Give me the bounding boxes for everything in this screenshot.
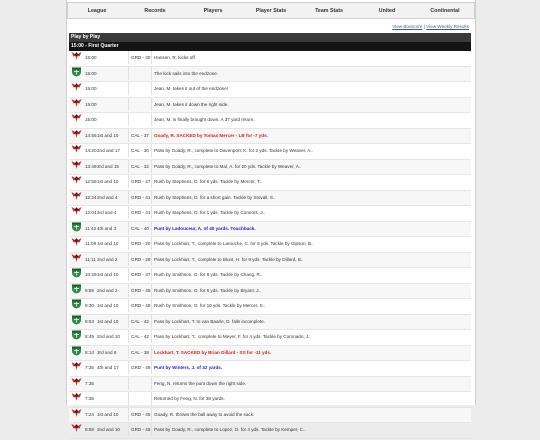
play-field-position: CAL - 38 <box>131 349 149 355</box>
play-down: 1st and 10 <box>97 179 119 184</box>
play-description: Rush by Stephens, D. for 6 yds. Tackle by Mercer, T.. <box>154 179 262 184</box>
play-description: Feng, N. returns the punt down the right side. <box>154 380 247 386</box>
team-bird-logo-icon <box>71 377 82 387</box>
view-boxscore-link[interactable]: View Boxscore <box>392 24 423 29</box>
team-bird-logo-icon <box>71 423 82 433</box>
play-description: Pass by Lockhart, T. to van Baarle, D. falls incomplete. <box>154 318 265 324</box>
view-weekly-results-link[interactable]: View Weekly Results <box>426 24 469 29</box>
play-row <box>69 67 471 83</box>
play-field-position: GRD - 49 <box>131 365 151 370</box>
top-navigation <box>67 2 475 19</box>
play-time: 12:59 <box>85 179 97 184</box>
play-time: 12:04 <box>85 210 97 215</box>
play-description: Pass by Goady, R., complete to Mal, A. for 20 yds. Tackle by Weaver, A.. <box>154 163 302 169</box>
play-down: 4th and 17 <box>97 365 119 370</box>
play-field-position: CAL - 42 <box>131 334 149 339</box>
play-row <box>69 268 471 284</box>
play-down: 3rd and 15 <box>97 163 119 169</box>
play-field-position: CAL - 32 <box>131 163 149 169</box>
play-down: 3rd and 4 <box>97 210 117 215</box>
play-down: 1st and 10 <box>97 318 119 324</box>
play-description: Hansen, R. kicks off. <box>154 55 197 60</box>
play-field-position: CAL - 37 <box>131 132 149 138</box>
play-down: 2nd and 2 <box>97 256 118 262</box>
play-field-position: GRD - 41 <box>131 194 151 200</box>
play-time: 13:49 <box>85 163 97 169</box>
play-description: Jean, M. takes it out of the endzone! <box>154 86 229 91</box>
play-row <box>69 98 471 114</box>
section-header: Play by Play <box>69 33 471 42</box>
team-shield-logo-icon <box>71 268 82 278</box>
play-row <box>69 408 471 424</box>
team-bird-logo-icon <box>71 113 82 123</box>
play-row <box>69 253 471 269</box>
play-time: 15:00 <box>85 70 97 76</box>
team-shield-logo-icon <box>71 330 82 340</box>
play-field-position: GRD - 45 <box>131 411 151 417</box>
play-field-position: GRD - 37 <box>131 272 151 277</box>
play-row <box>69 144 471 160</box>
result-links <box>392 24 469 29</box>
play-down: 2nd and 10 <box>97 427 120 432</box>
play-row <box>69 284 471 300</box>
play-description: Jean, M. is finally brought down. A 37 yard return. <box>154 117 255 122</box>
play-description: Rush by Smithson, O. for 10 yds. Tackle by Mercer, S.. <box>154 303 266 308</box>
play-description: Pass by Lockhart, T., complete to Larouche, C. for 8 yds. Tackle by Gipson, B.. <box>154 241 314 246</box>
play-description: Returned by Feng, N. for 38 yards. <box>154 396 225 401</box>
play-row <box>69 315 471 331</box>
play-down: 4th and 3 <box>97 225 117 231</box>
play-field-position: CAL - 40 <box>131 225 149 231</box>
play-down: 1st and 10 <box>97 303 119 308</box>
link-separator: | <box>423 24 425 29</box>
content-frame <box>66 0 476 432</box>
play-time: 7:35 <box>85 396 94 401</box>
play-description: Pass by Lockhart, T., complete to Meyer, F. for 4 yds. Tackle by Coronado, J.. <box>154 334 311 339</box>
play-down: 1st and 10 <box>97 411 119 417</box>
play-down: 1st and 10 <box>97 272 119 277</box>
play-down: 1st and 10 <box>97 241 119 246</box>
team-bird-logo-icon <box>71 160 82 170</box>
team-bird-logo-icon <box>71 361 82 371</box>
play-down: 2nd and 10 <box>97 334 120 339</box>
play-row <box>69 129 471 145</box>
play-row <box>69 346 471 362</box>
play-time: 14:55 <box>85 132 97 138</box>
play-description: Pass by Goady, R., complete to Lopez, O. for 4 yds. Tackle by Kemper, C.. <box>154 427 306 432</box>
play-description: Rush by Stephens, D. for 1 yds. Tackle by Connors, J.. <box>154 210 266 215</box>
play-description: Pass by Goady, R., complete to Davenport, K. for 2 yds. Tackle by Weaver, A.. <box>154 148 313 153</box>
play-description: Rush by Stephens, D. for a short gain. Tackle by Stovall, S.. <box>154 194 276 200</box>
play-time: 10:29 <box>85 272 97 277</box>
nav-player-stats[interactable]: Player Stats <box>255 7 287 14</box>
team-bird-logo-icon <box>71 82 82 92</box>
play-time: 15:00 <box>85 117 97 122</box>
play-field-position: GRD - 28 <box>131 256 151 262</box>
team-shield-logo-icon <box>71 284 82 294</box>
play-description: Lockhart, T. SACKED by Brian Dillard - SS for -11 yds. <box>154 349 272 355</box>
play-field-position: GRD - 30 <box>131 55 151 60</box>
play-time: 11:11 <box>85 256 96 262</box>
play-field-position: GRD - 41 <box>131 210 151 215</box>
play-row <box>69 206 471 222</box>
play-row <box>69 82 471 98</box>
play-field-position: GRD - 47 <box>131 179 151 184</box>
play-field-position: CAL - 42 <box>131 318 149 324</box>
team-bird-logo-icon <box>71 175 82 185</box>
team-shield-logo-icon <box>71 67 82 77</box>
play-time: 7:35 <box>85 365 94 370</box>
play-time: 15:00 <box>85 55 97 60</box>
play-row <box>69 361 471 377</box>
play-row <box>69 299 471 315</box>
play-row <box>69 222 471 238</box>
play-description: Punt by Ladouceur, A. of 40 yards. Touchback. <box>154 225 256 231</box>
play-time: 8:53 <box>85 318 94 324</box>
play-description: Goady, R. SACKED by Tomas Mercer - LB for -7 yds. <box>154 132 268 138</box>
nav-united[interactable]: United <box>378 7 396 14</box>
play-time: 9:59 <box>85 287 94 293</box>
play-down: 3rd and 6 <box>97 349 117 355</box>
play-time: 11:09 <box>85 241 97 246</box>
nav-team-stats[interactable]: Team Stats <box>315 7 343 14</box>
play-time: 14:20 <box>85 148 97 153</box>
team-bird-logo-icon <box>71 129 82 139</box>
nav-continental[interactable]: Continental <box>430 7 460 14</box>
team-bird-logo-icon <box>71 191 82 201</box>
play-row <box>69 113 471 129</box>
play-time: 9:30 <box>85 303 94 308</box>
team-bird-logo-icon <box>71 392 82 402</box>
play-time: 11:42 <box>85 225 97 231</box>
play-field-position: GRD - 20 <box>131 241 151 246</box>
team-bird-logo-icon <box>71 51 82 61</box>
play-time: 8:49 <box>85 334 94 339</box>
play-description: The kick sails into the endzone. <box>154 70 219 76</box>
play-down: 1st and 10 <box>97 132 119 138</box>
team-bird-logo-icon <box>71 237 82 247</box>
play-down: 2nd and 2 <box>97 287 118 293</box>
play-field-position: GRD - 48 <box>131 303 151 308</box>
play-row <box>69 175 471 191</box>
play-time: 15:00 <box>85 101 97 107</box>
play-time: 8:14 <box>85 349 94 355</box>
play-row <box>69 160 471 176</box>
play-row <box>69 377 471 393</box>
play-row <box>69 51 471 67</box>
play-row <box>69 237 471 253</box>
team-shield-logo-icon <box>71 315 82 325</box>
nav-league[interactable]: League <box>87 7 107 14</box>
team-bird-logo-icon <box>71 144 82 154</box>
play-by-play-list <box>69 51 471 439</box>
nav-records[interactable]: Records <box>144 7 166 14</box>
play-time: 15:00 <box>85 86 97 91</box>
play-description: Rush by Smithson, O. for 5 yds. Tackle by Bryant, J.. <box>154 287 262 293</box>
play-description: Goady, R. throws the ball away to avoid the sack. <box>154 411 255 417</box>
team-bird-logo-icon <box>71 98 82 108</box>
play-description: Jean, M. takes it down the right side. <box>154 101 229 107</box>
team-shield-logo-icon <box>71 222 82 232</box>
play-time: 12:24 <box>85 194 97 200</box>
play-time: 7:35 <box>85 380 94 386</box>
quarter-header: 15:00 - First Quarter <box>69 42 471 51</box>
team-bird-logo-icon <box>71 408 82 418</box>
play-row <box>69 191 471 207</box>
play-description: Rush by Smithson, O. for 8 yds. Tackle by Chang, R.. <box>154 272 263 277</box>
team-shield-logo-icon <box>71 346 82 356</box>
play-row <box>69 423 471 439</box>
play-row <box>69 330 471 346</box>
play-time: 6:59 <box>85 427 94 432</box>
team-bird-logo-icon <box>71 206 82 216</box>
play-row <box>69 392 471 408</box>
play-description: Punt by Winters, J. of 32 yards. <box>154 365 223 370</box>
team-shield-logo-icon <box>71 299 82 309</box>
play-field-position: GRD - 45 <box>131 287 151 293</box>
play-down: 2nd and 4 <box>97 194 118 200</box>
play-field-position: CAL - 30 <box>131 148 149 153</box>
play-down: 2nd and 17 <box>97 148 120 153</box>
play-field-position: GRD - 45 <box>131 427 151 432</box>
play-time: 7:24 <box>85 411 94 417</box>
team-bird-logo-icon <box>71 253 82 263</box>
play-description: Pass by Lockhart, T., complete to Blunt, H. for 9 yds. Tackle by Dillard, B.. <box>154 256 304 262</box>
nav-players[interactable]: Players <box>203 7 223 14</box>
